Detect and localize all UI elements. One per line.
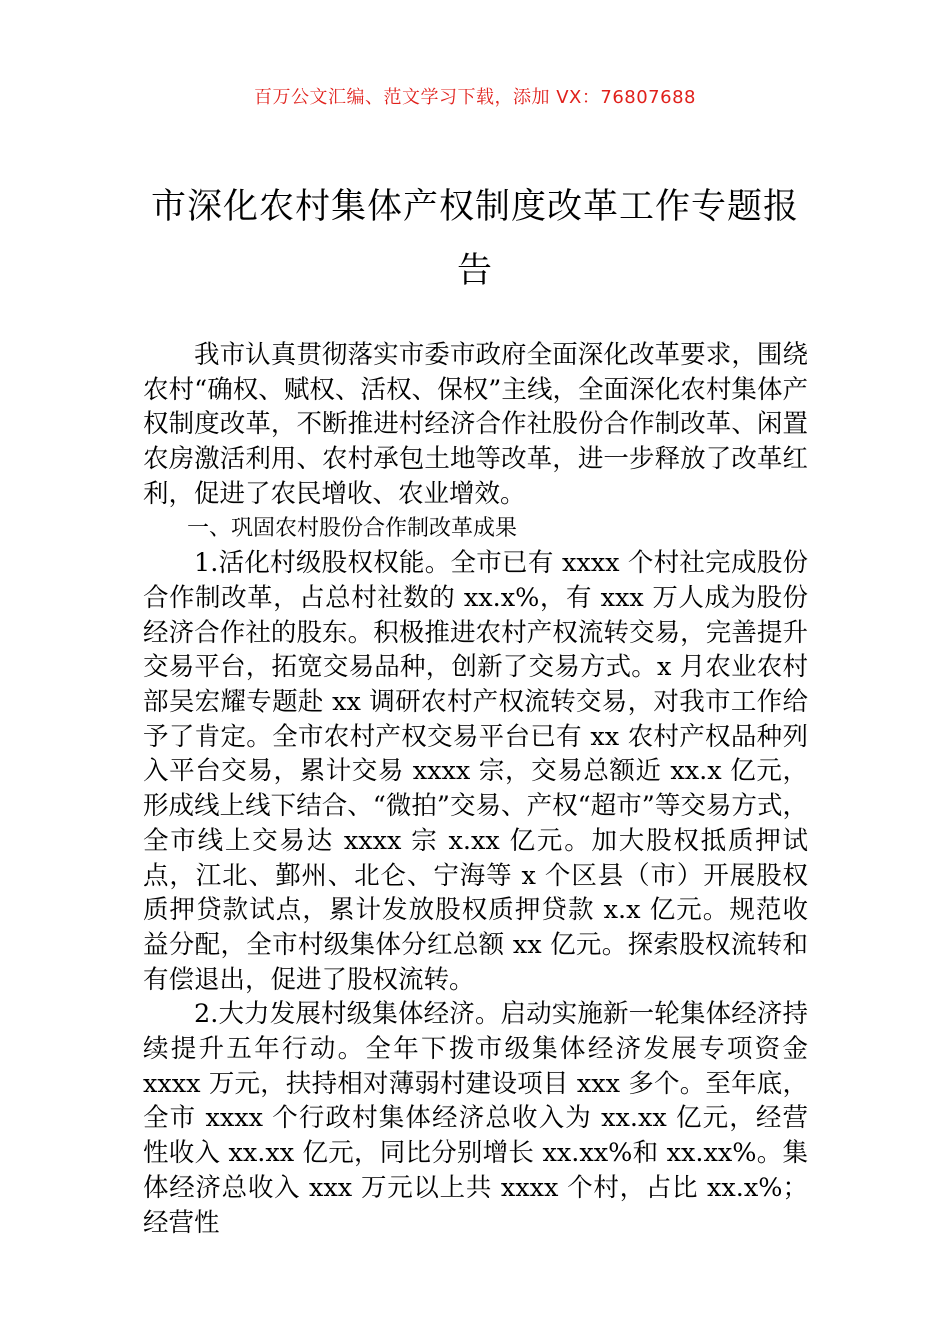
document-title: 市深化农村集体产权制度改革工作专题报告 (150, 187, 799, 291)
section-heading: 一、巩固农村股份合作制改革成果 (187, 515, 518, 541)
body-paragraph-1: 1.活化村级股权权能。全市已有 xxxx 个村社完成股份合作制改革，占总村社数的 xx.x%，有 xxx 万人成为股份经济合作社的股东。积极推进农村产权流转交易，完善提升交易平台，拓宽交易品种，创新了交易方式。x 月农业农村部吴宏耀专题赴 xx 调研农村产权流转交易，对我市工作给予了肯定。全市农村产权交易平台已有 xx 农村产权品种列入平台交易，累计交易 xxxx 宗，交易总额近 xx.x 亿元，形成线上线下结合、“微拍”交易、产权“超市”等交易方式，全市线上交易达 xxxx 宗 x.xx 亿元。加大股权抵质押试点，江北、鄞州、北仑、宁海等 x 个区县（市）开展股权质押贷款试点，累计发放股权质押贷款 x.x 亿元。规范收益分配，全市村级集体分红总额 xx 亿元。探索股权流转和有偿退出，促进了股权流转。 (143, 548, 808, 995)
document-body (143, 338, 808, 1240)
header-banner: 百万公文汇编、范文学习下载，添加 VX：76807688 (254, 87, 696, 108)
intro-paragraph: 我市认真贯彻落实市委市政府全面深化改革要求，围绕农村“确权、赋权、活权、保权”主线，全面深化农村集体产权制度改革，不断推进村经济合作社股份合作制改革、闲置农房激活利用、农村承包土地等改革，进一步释放了改革红利，促进了农民增收、农业增效。 (143, 340, 808, 509)
body-paragraph-2: 2.大力发展村级集体经济。启动实施新一轮集体经济持续提升五年行动。全年下拨市级集体经济发展专项资金 xxxx 万元，扶持相对薄弱村建设项目 xxx 多个。至年底，全市 xxxx 个行政村集体经济总收入为 xx.xx 亿元，经营性收入 xx.xx 亿元，同比分别增长 xx.xx%和 xx.xx%。集体经济总收入 xxx 万元以上共 xxxx 个村，占比 xx.x%；经营性 (143, 999, 808, 1238)
